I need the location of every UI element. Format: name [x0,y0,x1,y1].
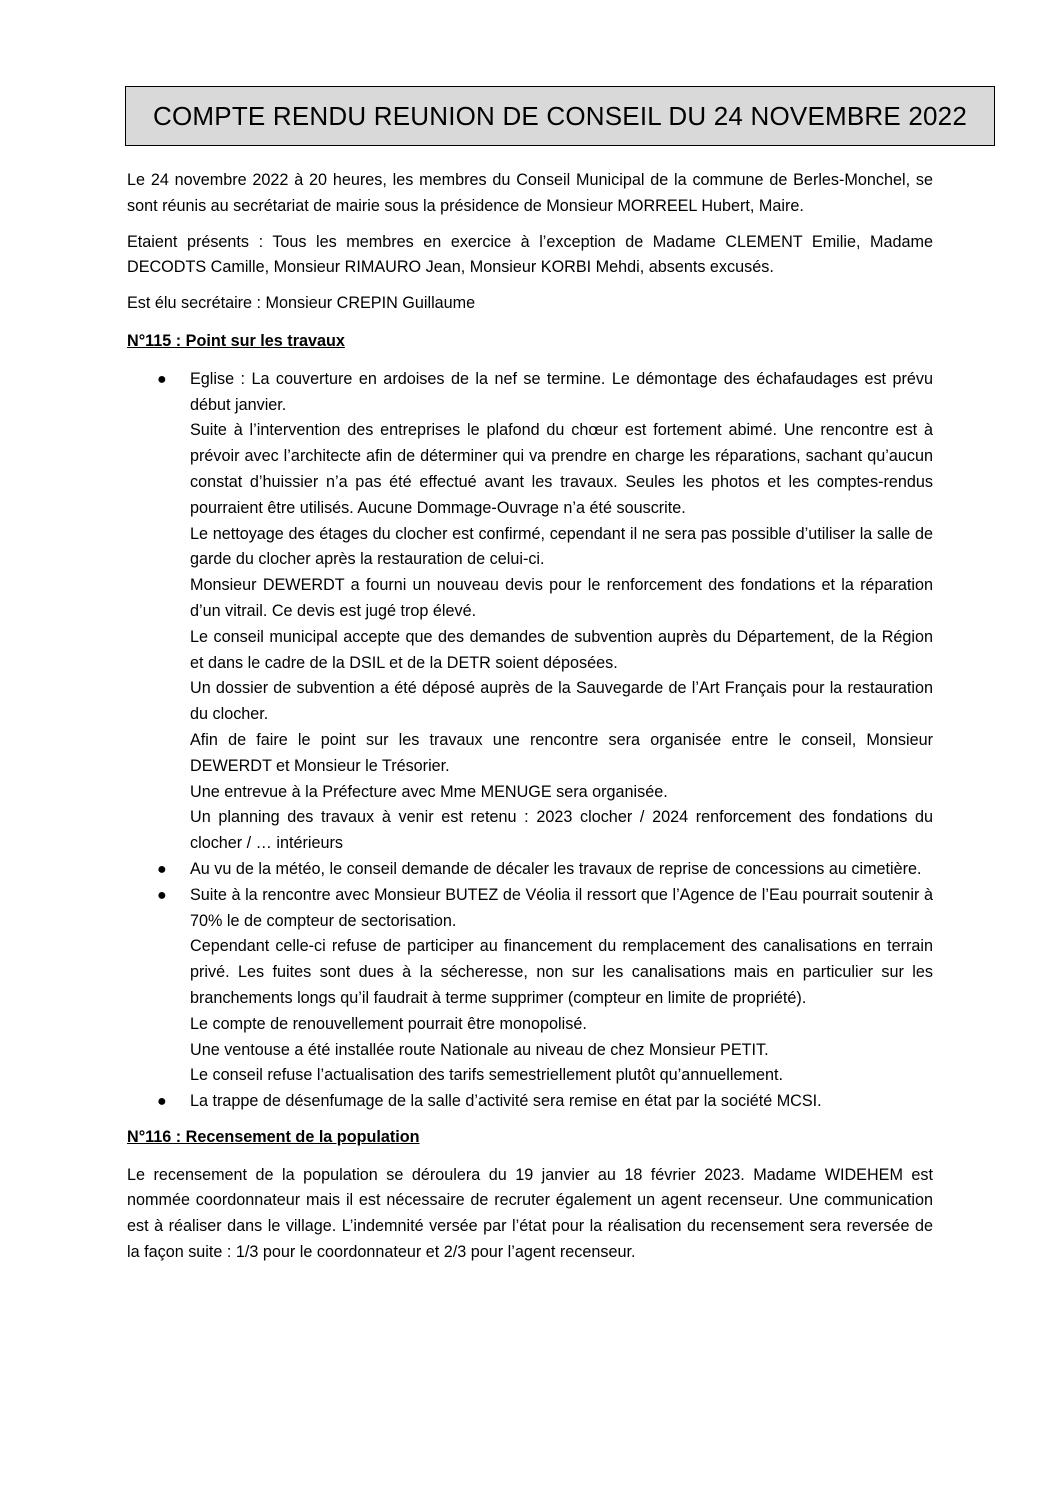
bullet-icon: ● [157,370,167,388]
section-116-paragraph: Le recensement de la population se déroulera du 19 janvier au 18 février 2023. Madame WIDEHEM est nommée coordonnateur mais il est nécessaire de recruter également un agent recenseur. Une communication est à réaliser dans le village. L’indemnité versée par l’état pour la réalisation du recensement sera reversée de la façon suite : 1/3 pour le coordonnateur et 2/3 pour l’agent recenseur. [127,1165,933,1262]
item-line: Le conseil municipal accepte que des demandes de subvention auprès du Département, de la Région et dans le cadre de la DSIL et de la DETR soient déposées. [190,627,933,672]
item-line: Le conseil refuse l’actualisation des tarifs semestriellement plutôt qu’annuellement. [190,1066,783,1085]
list-item [127,1089,933,1115]
item-line: Un dossier de subvention a été déposé auprès de la Sauvegarde de l’Art Français pour la restauration du clocher. [190,679,933,724]
list-item [127,883,933,1089]
item-line: Afin de faire le point sur les travaux une rencontre sera organisée entre le conseil, Monsieur DEWERDT et Monsieur le Trésorier. [190,730,933,775]
item-line: Une ventouse a été installée route Nationale au niveau de chez Monsieur PETIT. [190,1040,769,1059]
bullet-icon: ● [157,886,167,904]
item-line: Eglise : La couverture en ardoises de la nef se termine. Le démontage des échafaudages est prévu début janvier. [190,369,933,414]
list-item [127,857,933,883]
item-line: Monsieur DEWERDT a fourni un nouveau devis pour le renforcement des fondations et la réparation d’un vitrail. Ce devis est jugé trop élevé. [190,576,933,620]
item-line: Cependant celle-ci refuse de participer au financement du remplacement des canalisations en terrain privé. Les fuites sont dues à la sécheresse, non sur les canalisations mais en particulier sur les branchements longs qu’il faudrait à terme supprimer (compteur en limite de propriété). [190,937,933,1007]
item-line: Le nettoyage des étages du clocher est confirmé, cependant il ne sera pas possible d’utiliser la salle de garde du clocher après la restauration de celui-ci. [190,524,933,569]
bullet-icon: ● [157,1093,167,1111]
document-title: COMPTE RENDU REUNION DE CONSEIL DU 24 NOVEMBRE 2022 [125,86,995,146]
list-item [127,367,933,857]
item-line: Suite à l’intervention des entreprises le plafond du chœur est fortement abimé. Une rencontre est à prévoir avec l’architecte afin de déterminer qui va prendre en charge les réparations, sachant qu’aucun constat d’huissier n’a pas été effectué avant les travaux. Seules les photos et les comptes-rendus pourraient être utilisés. Aucune Dommage-Ouvrage n’a été souscrite. [190,421,933,517]
item-line: Suite à la rencontre avec Monsieur BUTEZ de Véolia il ressort que l’Agence de l’Eau pourrait soutenir à 70% le de compteur de sectorisation. [190,885,933,930]
document-body [127,168,933,1276]
item-line: Une entrevue à la Préfecture avec Mme MENUGE sera organisée. [190,782,668,801]
item-line: Le compte de renouvellement pourrait être monopolisé. [190,1014,587,1033]
item-line: Au vu de la météo, le conseil demande de décaler les travaux de reprise de concessions au cimetière. [190,859,922,878]
section-115-list [127,367,933,1115]
attendance-paragraph: Etaient présents : Tous les membres en exercice à l’exception de Madame CLEMENT Emilie, Madame DECODTS Camille, Monsieur RIMAURO Jean, Monsieur KORBI Mehdi, absents excusés. [127,232,933,277]
item-line: Un planning des travaux à venir est retenu : 2023 clocher / 2024 renforcement des fondations du clocher / … intérieurs [190,808,933,853]
intro-paragraph: Le 24 novembre 2022 à 20 heures, les membres du Conseil Municipal de la commune de Berles-Monchel, se sont réunis au secrétariat de mairie sous la présidence de Monsieur MORREEL Hubert, Maire. [127,171,933,215]
bullet-icon: ● [157,860,167,878]
section-115-heading: N°115 : Point sur les travaux [127,331,345,350]
secretary-paragraph: Est élu secrétaire : Monsieur CREPIN Guillaume [127,294,476,313]
section-116-heading: N°116 : Recensement de la population [127,1127,420,1146]
item-line: La trappe de désenfumage de la salle d’activité sera remise en état par la société MCSI. [190,1092,822,1111]
